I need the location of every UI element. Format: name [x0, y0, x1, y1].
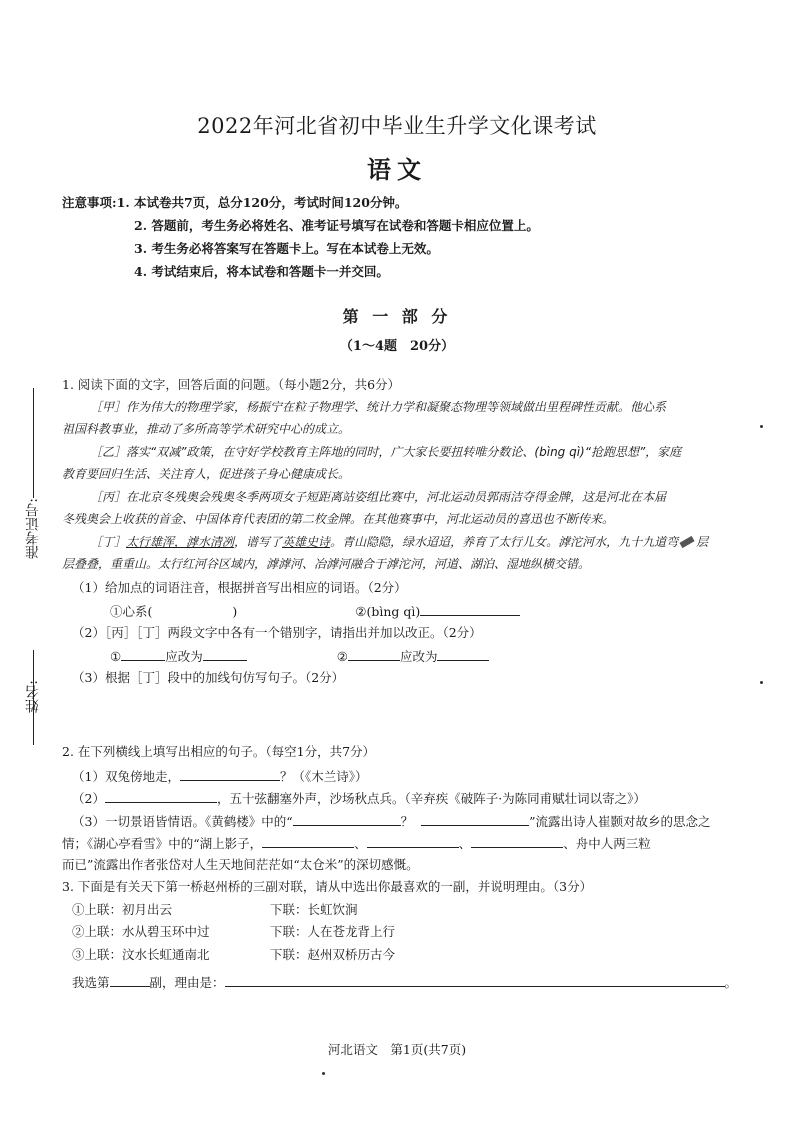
notice-item: 4. 考试结束后，将本试卷和答题卡一并交回。 — [134, 264, 389, 279]
answer-blank[interactable] — [367, 833, 459, 848]
passage-line: 冬残奥会上收获的首金、中国体育代表团的第二枚金牌。在其他赛事中，河北运动员的喜迅也不断传来。 — [62, 512, 615, 526]
couplet-row: ①上联：初月出云 下联：长虹饮涧 — [72, 901, 358, 917]
answer-blank[interactable] — [421, 811, 529, 826]
q2-line: 而已”流露出作者张岱对人生天地间茫茫如“太仓米”的深切感慨。 — [62, 856, 419, 872]
q2-line: （2） ，五十弦翻塞外声，沙场秋点兵。（辛弃疾《破阵子·为陈同甫赋壮词以寄之》） — [62, 788, 774, 811]
answer-blank[interactable] — [262, 833, 354, 848]
q3-stem: 3. 下面是有关天下第一桥赵州桥的三副对联，请从中选出你最喜欢的一副，并说明理由。（3分） — [62, 879, 593, 894]
part-title: 第 一 部 分 — [342, 307, 452, 326]
answer-blank[interactable] — [471, 833, 563, 848]
notice-item: 3. 考生务必将答案写在答题卡上。写在本试卷上无效。 — [134, 241, 439, 256]
q2-line: （3）一切景语皆情语。《黄鹤楼》中的“ ？ ”流露出诗人崔颢对故乡的思念之 — [62, 811, 774, 834]
answer-blank[interactable] — [437, 646, 489, 661]
part-scope: （1～4题 20分） — [339, 339, 455, 354]
answer-blank[interactable] — [203, 646, 247, 661]
page-footer: 河北语文 第1页(共7页) — [327, 1042, 467, 1057]
q3-answer-row: 我选第 副，理由是： 。 — [62, 972, 774, 995]
underlined-sentence: 太行雄浑，滹水清冽 — [126, 534, 235, 549]
passage-line: 祖国科教事业，推动了多所高等学术研究中心的成立。 — [62, 422, 351, 436]
answer-blank[interactable] — [105, 788, 217, 803]
notice-label: 注意事项: — [62, 195, 117, 210]
scan-dot — [760, 681, 763, 684]
id-label: 准考证号: — [25, 498, 41, 559]
scan-dot — [760, 425, 763, 428]
exam-title: 2022年河北省初中毕业生升学文化课考试 — [197, 114, 597, 138]
q1-sub2: （2）［丙］［丁］两段文字中各有一个错别字，请指出并加以改正。（2分） — [72, 624, 482, 640]
pen-mark-icon — [680, 536, 695, 548]
q2-line: 情；《湖心亭看雪》中的“湖上影子， 、 、 、舟中人两三粒 — [62, 833, 774, 856]
answer-blank[interactable] — [110, 972, 150, 987]
answer-blank[interactable] — [293, 811, 401, 826]
underlined-sentence: 英雄史诗 — [282, 534, 331, 549]
binding-sidebar — [14, 380, 54, 760]
passage-line: 层叠叠，重重山。太行红河谷区域内，滹滹河、冶滹河融合于滹沱河，河道、湖泊、湿地纵横交错。 — [62, 557, 591, 571]
passage-line: ［丙］在北京冬残奥会残奥冬季两项女子短距离站姿组比赛中，河北运动员郭雨洁夺得金牌，这是河北在本届 — [90, 489, 667, 504]
answer-blank[interactable] — [121, 646, 165, 661]
answer-blank[interactable] — [180, 766, 280, 781]
answer-blank[interactable] — [420, 601, 520, 616]
q1-sub1-answers: ①心系( ) ②(bìng qì) — [62, 601, 774, 624]
q2-stem: 2. 在下列横线上填写出相应的句子。（每空1分，共7分） — [62, 744, 376, 759]
q1-sub2-answers: ① 应改为 ② 应改为 — [62, 646, 774, 669]
scan-dot — [322, 1072, 325, 1075]
id-fill-line — [33, 388, 34, 498]
q1-sub3: （3）根据［丁］段中的加线句仿写句子。（2分） — [72, 669, 345, 685]
q2-line: （1）双兔傍地走， ？（《木兰诗》） — [62, 766, 774, 789]
couplet-row: ③上联：汶水长虹通南北 下联：赵州双桥历古今 — [72, 946, 396, 962]
name-label: 姓名: — [25, 680, 41, 713]
q1-stem: 1. 阅读下面的文字，回答后面的问题。（每小题2分，共6分） — [62, 377, 401, 392]
notice-item: 2. 答题前，考生务必将姓名、准考证号填写在试卷和答题卡相应位置上。 — [134, 218, 539, 233]
passage-line: ［乙］落实“双减”政策，在守好学校教育主阵地的同时，广大家长要扭转唯分数论、(bìng qì)“抢跑思想”，家庭 — [90, 444, 682, 459]
q1-sub1: （1）给加点的词语注音，根据拼音写出相应的词语。（2分） — [72, 579, 407, 595]
answer-blank[interactable] — [348, 646, 400, 661]
answer-blank[interactable] — [225, 972, 725, 987]
exam-subject: 语文 — [367, 155, 427, 184]
notice-item: 1. 本试卷共7页，总分120分，考试时间120分钟。 — [116, 195, 408, 210]
passage-line: 教育要回归生活、关注育人，促进孩子身心健康成长。 — [62, 467, 351, 481]
notice-block — [62, 194, 539, 286]
passage-line: ［甲］作为伟大的物理学家，杨振宁在粒子物理学、统计力学和凝聚态物理等领域做出里程碑性贡献。他心系 — [90, 399, 667, 414]
questions — [62, 376, 774, 995]
couplet-row: ②上联：水从碧玉环中过 下联：人在苍龙背上行 — [72, 924, 396, 939]
passage-line-ding: ［丁］太行雄浑，滹水清冽，谱写了英雄史诗。青山隐隐，绿水迢迢，养育了太行儿女。滹沱河水，九十九道弯 层 — [90, 534, 709, 549]
